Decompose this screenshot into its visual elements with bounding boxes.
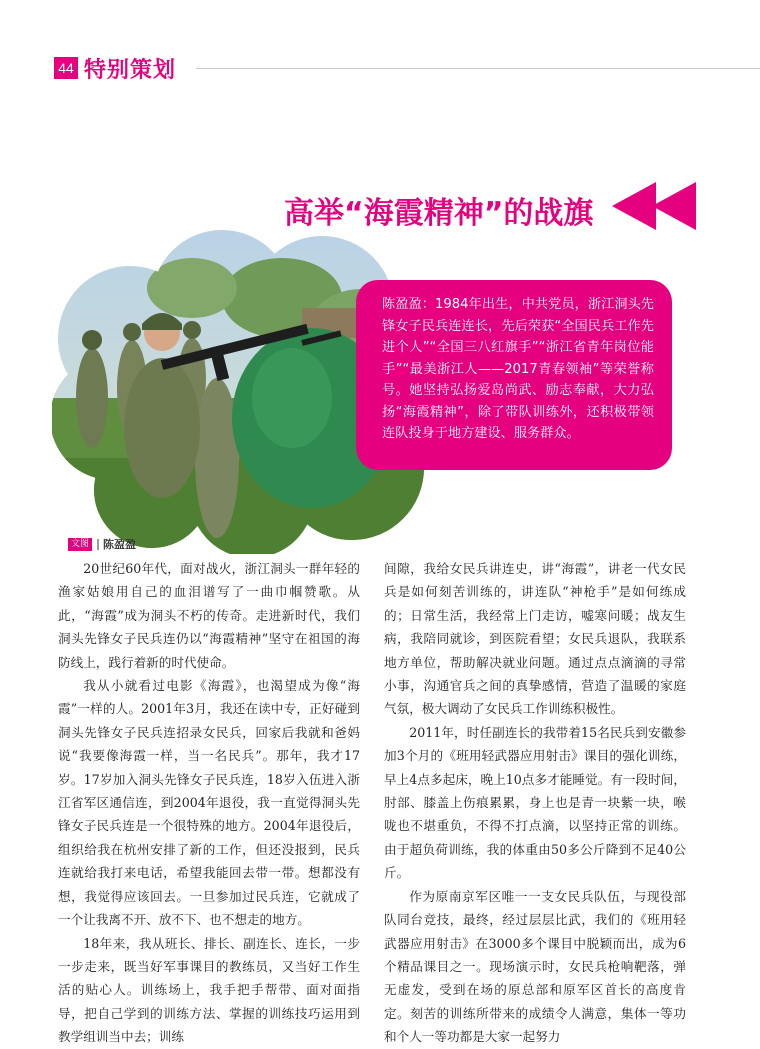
body-column-right — [384, 557, 686, 1049]
section-title: 特别策划 — [84, 58, 177, 83]
paragraph: 作为原南京军区唯一一支女民兵队伍，与现役部队同台竞技，最终，经过层层比武，我们的《班用轻武器应用射击》在3000多个课目中脱颖而出，成为6个精品课目之一。现场演示时，女民兵枪响靶落，弹无虚发，受到在场的原总部和原军区首长的高度肯定。刻苦的训练所带来的成绩令人满意，集体一等功和个人一等功都是大家一起努力 — [384, 888, 686, 1045]
byline — [68, 536, 136, 552]
paragraph: 我从小就看过电影《海霞》，也渴望成为像“海霞”一样的人。2001年3月，我还在读中专，正好碰到洞头先锋女子民兵连招录女民兵，回家后我就和爸妈说“我要像海霞一样，当一名民兵”。那年，我才17岁。17岁加入洞头先锋女子民兵连，18岁入伍进入浙江省军区通信连，到2004年退役，我一直觉得洞头先锋女子民兵连是一个很特殊的地方。2004年退役后，组织给我在杭州安排了新的工作，但还没报到，民兵连就给我打来电话，希望我能回去带一带。想都没有想，我觉得应该回去。一旦参加过民兵连，它就成了一个让我离不开、放不下、也不想走的地方。 — [58, 678, 360, 928]
author-bio: 陈盈盈：1984年出生，中共党员，浙江洞头先锋女子民兵连连长，先后荣获“全国民兵工作先进个人”“全国三八红旗手”“浙江省青年岗位能手”“最美浙江人——2017青春领袖”等荣誉称号。她坚持弘扬爱岛尚武、励志奉献，大力弘扬“海霞精神”，除了带队训练外，还积极带领连队投身于地方建设、服务群众。 — [382, 297, 654, 441]
paragraph: 20世纪60年代，面对战火，浙江洞头一群年轻的渔家姑娘用自己的血泪谱写了一曲巾帼赞歌。从此，“海霞”成为洞头不朽的传奇。走进新时代，我们洞头先锋女子民兵连仍以“海霞精神”坚守在祖国的海防线上，践行着新的时代使命。 — [58, 561, 360, 670]
author-bio-box — [356, 280, 672, 470]
article-title: 高举“海霞精神”的战旗 — [284, 196, 594, 231]
byline-author: 陈盈盈 — [103, 538, 137, 551]
double-arrow-left-icon — [612, 182, 740, 230]
byline-label: 文图 — [68, 538, 92, 551]
paragraph: 18年来，我从班长、排长、副连长、连长，一步一步走来，既当好军事课目的教练员，又当好工作生活的贴心人。训练场上，我手把手帮带、面对面指导，把自己学到的训练方法、掌握的训练技巧运用到教学组训当中去；训练 — [58, 935, 360, 1045]
page-number: 44 — [54, 57, 78, 79]
header-divider — [196, 68, 760, 69]
body-column-left — [58, 557, 360, 1049]
byline-divider — [97, 539, 99, 550]
paragraph: 2011年，时任副连长的我带着15名民兵到安徽参加3个月的《班用轻武器应用射击》课目的强化训练，早上4点多起床，晚上10点多才能睡觉。有一段时间，肘部、膝盖上伤痕累累，身上也是青一块紫一块，喉咙也不堪重负，不得不打点滴，以坚持正常的训练。由于超负荷训练，我的体重由50多公斤降到不足40公斤。 — [384, 724, 686, 881]
paragraph: 间隙，我给女民兵讲连史，讲“海霞”，讲老一代女民兵是如何刻苦训练的，讲连队“神枪手”是如何练成的；日常生活，我经常上门走访，嘘寒问暖；战友生病，我陪同就诊，到医院看望；女民兵退队，我联系地方单位，帮助解决就业问题。通过点点滴滴的寻常小事，沟通官兵之间的真挚感情，营造了温暖的家庭气氛，极大调动了女民兵工作训练积极性。 — [384, 561, 686, 717]
